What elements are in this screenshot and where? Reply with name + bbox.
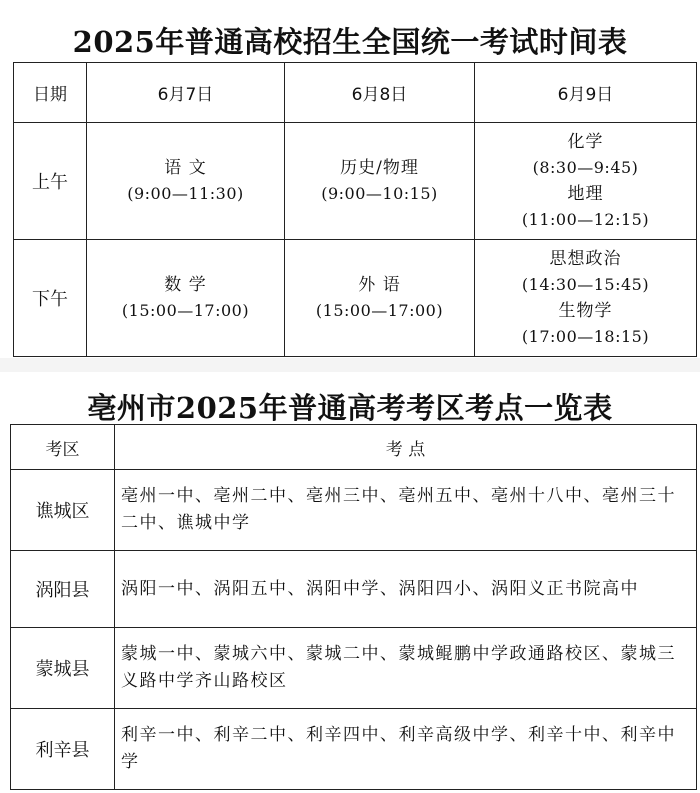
header-day-1: 6月7日	[87, 63, 285, 123]
schedule-table	[13, 62, 697, 357]
subject-time: (8:30—9:45)	[532, 158, 639, 177]
morning-row	[14, 123, 697, 240]
header-day-2: 6月8日	[285, 63, 475, 123]
district-name: 利辛县	[11, 709, 115, 790]
morning-day-1-cell	[87, 123, 285, 240]
afternoon-day-1-cell	[87, 240, 285, 357]
header-day-3: 6月9日	[475, 63, 697, 123]
subject-name: 思想政治	[549, 249, 622, 269]
subject-time: (14:30—15:45)	[521, 275, 650, 294]
sites-header-row	[11, 425, 697, 470]
subject-name: 地理	[567, 184, 604, 204]
table-row	[11, 551, 697, 628]
subject-name: 语 文	[164, 158, 207, 178]
morning-day-3-cell	[475, 123, 697, 240]
district-name: 蒙城县	[11, 628, 115, 709]
site-list: 涡阳一中、涡阳五中、涡阳中学、涡阳四小、涡阳义正书院高中	[115, 551, 697, 628]
sites-title: 亳州市2025年普通高考考区考点一览表	[87, 391, 613, 425]
afternoon-day-3-cell	[475, 240, 697, 357]
subject-time: (15:00—17:00)	[315, 301, 444, 320]
table-row	[11, 470, 697, 551]
table-row	[11, 709, 697, 790]
subject-name: 生物学	[558, 301, 613, 321]
subject-time: (9:00—10:15)	[321, 184, 438, 203]
subject-time: (17:00—18:15)	[521, 327, 650, 346]
site-list: 亳州一中、亳州二中、亳州三中、亳州五中、亳州十八中、亳州三十二中、谯城中学	[115, 470, 697, 551]
district-name: 涡阳县	[11, 551, 115, 628]
subject-name: 外 语	[358, 275, 401, 295]
row-label-morning: 上午	[14, 123, 87, 240]
site-list: 利辛一中、利辛二中、利辛四中、利辛高级中学、利辛十中、利辛中学	[115, 709, 697, 790]
schedule-header-row	[14, 63, 697, 123]
afternoon-day-2-cell	[285, 240, 475, 357]
header-date: 日期	[14, 63, 87, 123]
subject-name: 化学	[567, 132, 604, 152]
schedule-title: 2025年普通高校招生全国统一考试时间表	[72, 25, 628, 59]
header-sites: 考 点	[115, 425, 697, 470]
header-district: 考区	[11, 425, 115, 470]
subject-time: (15:00—17:00)	[121, 301, 250, 320]
subject-time: (9:00—11:30)	[127, 184, 244, 203]
afternoon-row	[14, 240, 697, 357]
subject-name: 数 学	[164, 275, 207, 295]
subject-name: 历史/物理	[340, 158, 419, 178]
row-label-afternoon: 下午	[14, 240, 87, 357]
section-divider	[0, 358, 700, 372]
morning-day-2-cell	[285, 123, 475, 240]
district-name: 谯城区	[11, 470, 115, 551]
subject-time: (11:00—12:15)	[521, 210, 650, 229]
table-row	[11, 628, 697, 709]
sites-table	[10, 424, 697, 790]
site-list: 蒙城一中、蒙城六中、蒙城二中、蒙城鲲鹏中学政通路校区、蒙城三义路中学齐山路校区	[115, 628, 697, 709]
